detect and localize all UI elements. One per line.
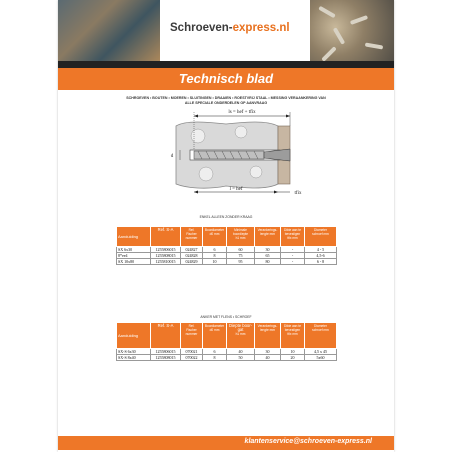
cell: 65 (255, 253, 281, 259)
logo-text-dark: Schroeven- (170, 22, 233, 34)
cell: 4 - 5 (305, 247, 337, 253)
aggregate-stone (191, 129, 205, 143)
col-header: Minimale boordiepte h1 mm (227, 227, 255, 247)
cell: 10 (281, 349, 305, 355)
total-length-label: ls = hef + tfix (228, 110, 256, 115)
banner-strip (58, 61, 394, 68)
arrowhead (194, 115, 198, 118)
table2-caption: ANKER MET FLENS • SCHROEF (200, 315, 252, 319)
cell: 8*ee4 (117, 253, 151, 259)
col-header: Aanduiding (117, 227, 151, 247)
footer-bar (58, 436, 394, 450)
col-header: Verankerings- lengte mm (255, 227, 281, 247)
aggregate-stone (250, 166, 262, 178)
cell: 1255808015 (151, 253, 181, 259)
workshop-photo (58, 0, 160, 68)
diameter-label: d (170, 154, 174, 159)
cell: SX-S 8x40 (117, 355, 151, 361)
col-header: Aanduiding (117, 323, 151, 349)
anchor-technical-drawing (146, 106, 306, 202)
logo-area (160, 0, 310, 68)
aggregate-stone (199, 167, 213, 181)
cell: 6 (203, 247, 227, 253)
col-header: Diameter schroef mm (305, 227, 337, 247)
cell: 1255806015 (151, 247, 181, 253)
embedment-label: l = hef (229, 187, 243, 192)
plug-body (194, 151, 264, 159)
product-categories (88, 96, 364, 106)
col-header: Ref. Fischer nummer (181, 227, 203, 247)
cell: 10 (203, 259, 227, 265)
col-header: Diameter schroef mm (305, 323, 337, 349)
arrowhead (194, 191, 198, 194)
brand-logo[interactable] (170, 22, 290, 34)
cell: 60 (227, 247, 255, 253)
cell: - (281, 259, 305, 265)
cell: 8 (203, 253, 227, 259)
screws-photo (310, 0, 394, 68)
cell: SX-S 6x30 (117, 349, 151, 355)
cell: - (281, 253, 305, 259)
categories-line-2: ALLE SPECIALE ONDERDELEN OP AANVRAAG (184, 101, 268, 105)
col-header: Diepte boor-gat h1 mm (227, 323, 255, 349)
cell: 024829 (181, 259, 203, 265)
col-header: Ref. S-A (151, 227, 181, 247)
cell: 024827 (181, 247, 203, 253)
cell: 1255808015 (151, 355, 181, 361)
cell: 80 (255, 259, 281, 265)
col-header: Ref. S-A (151, 323, 181, 349)
cell: 4,5-6 (305, 253, 337, 259)
customer-service-email[interactable]: klantenservice@schroeven-express.nl (244, 438, 372, 445)
cell: 070021 (181, 349, 203, 355)
page-title: Technisch blad (178, 71, 274, 86)
table-row (117, 355, 337, 361)
col-header: Verankerings- lengte mm (255, 323, 281, 349)
table1-caption: ENKEL ALLEEN ZONDER KRAAG (199, 215, 253, 219)
col-header: Dikte aan te bevestigen tfix mm (281, 227, 305, 247)
spec-table-with-flange (116, 322, 337, 361)
arrowhead (274, 191, 278, 194)
cell: 4,5 x 45 (305, 349, 337, 355)
cell: 024828 (181, 253, 203, 259)
cell: 8 (203, 355, 227, 361)
technical-sheet-page (58, 0, 394, 452)
cell: 6 (203, 349, 227, 355)
cell: 50 (227, 355, 255, 361)
cell: 5x60 (305, 355, 337, 361)
cell: 40 (255, 355, 281, 361)
title-bar (58, 68, 394, 90)
cell: 40 (227, 349, 255, 355)
categories-line-1: SCHROEVEN • BOUTEN • MOEREN • SLUITINGEN • DRAAIEN • ROESTVRIJ STAAL • MESSING VERAANKERING VAN (126, 96, 326, 100)
cell: 30 (255, 247, 281, 253)
table-row (117, 259, 337, 265)
cell: 20 (281, 355, 305, 361)
aggregate-stone (235, 126, 247, 138)
cell: 1255810015 (151, 259, 181, 265)
col-header: Boordiameter d0 mm (203, 323, 227, 349)
cell: 30 (255, 349, 281, 355)
header-banner (58, 0, 394, 68)
cell: 75 (227, 253, 255, 259)
cell: SX 10x80 (117, 259, 151, 265)
cell: 070022 (181, 355, 203, 361)
col-header: Ref. Fischer nummer (181, 323, 203, 349)
cell: SX 6x30 (117, 247, 151, 253)
tfix-label: tfix (294, 191, 302, 196)
cell: 6 - 8 (305, 259, 337, 265)
col-header: Dikte aan te bevestigen tfix mm (281, 323, 305, 349)
cell: 95 (227, 259, 255, 265)
cell: - (281, 247, 305, 253)
spec-table-without-flange (116, 226, 337, 265)
cell: 1255806015 (151, 349, 181, 355)
logo-text-accent: express.nl (232, 22, 290, 34)
col-header: Boordiameter d0 mm (203, 227, 227, 247)
arrowhead (286, 115, 290, 118)
